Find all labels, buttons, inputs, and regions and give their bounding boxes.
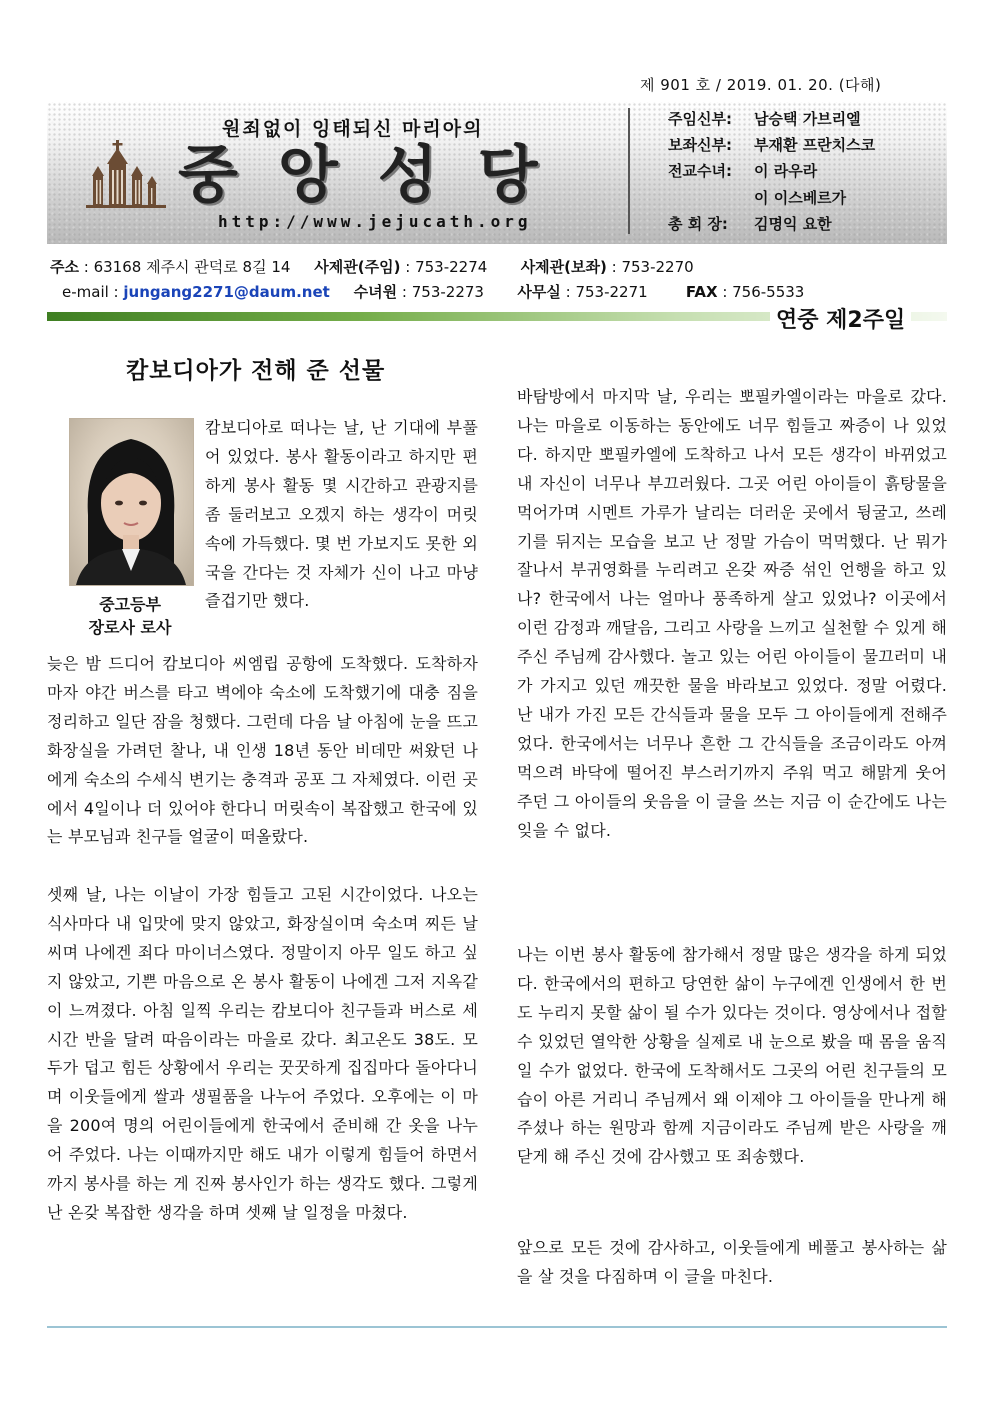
rectory-main-phone: : 753-2274 [405, 258, 488, 276]
convent-label: 수녀원 [353, 283, 398, 301]
staff-row [668, 213, 832, 234]
address-label: 주소 [50, 258, 79, 276]
masthead-divider [628, 108, 630, 234]
staff-row [668, 134, 875, 155]
staff-name: 부재환 프란치스코 [754, 136, 876, 154]
author-name: 장로사 로사 [88, 618, 172, 637]
church-building-icon [86, 132, 166, 210]
issue-number: 제 901 호 / 2019. 01. 20. (다해) [640, 76, 882, 94]
contact-line-2 [62, 281, 804, 302]
office-label: 사무실 [517, 283, 561, 301]
convent-phone: : 753-2273 [401, 283, 484, 301]
contact-line-1 [50, 256, 694, 277]
bottom-divider [47, 1326, 947, 1328]
email-link[interactable]: jungang2271@daum.net [123, 283, 330, 301]
fax-label: FAX [685, 283, 718, 301]
staff-name: 이 라우라 [754, 162, 818, 180]
staff-name: 김명익 요한 [754, 215, 832, 233]
email-label: e-mail : [62, 283, 119, 301]
website-link[interactable]: http://www.jejucath.org [218, 212, 532, 231]
staff-role: 전교수녀: [668, 162, 732, 180]
author-photo [69, 418, 194, 586]
staff-row [668, 108, 861, 129]
article-paragraph-intro: 캄보디아로 떠나는 날, 난 기대에 부풀어 있었다. 봉사 활동이라고 하지만 편하게 봉사 활동 몇 시간하고 관광지를 좀 둘러보고 오겠지 하는 생각이 머릿속에 가득했다. 몇 번 가보지도 못한 외국을 간다는 것 자체가 신이 나고 마냥 즐겁기만 했다. [205, 418, 478, 611]
staff-role: 주임신부: [668, 110, 732, 128]
church-name-title: 중앙성당 [178, 138, 578, 211]
staff-row [668, 160, 817, 181]
article-paragraph: 앞으로 모든 것에 감사하고, 이웃들에게 베풀고 봉사하는 삶을 살 것을 다짐하며 이 글을 마친다. [517, 1238, 947, 1286]
article-paragraph: 바탐방에서 마지막 날, 우리는 뽀필카엘이라는 마을로 갔다. 나는 마을로 이동하는 동안에도 너무 힘들고 짜증이 나 있었다. 하지만 뽀필카엘에 도착하고 나서 모든 생각이 바뀌었고 내 자신이 너무나 부끄러웠다. 그곳 어린 아이들이 흙탕물을 먹어가며 시멘트 가루가 날리는 더러운 곳에서 뒹굴고, 쓰레기를 뒤지는 모습을 보고 난 정말 가슴이 먹먹했다. 난 뭐가 잘나서 부귀영화를 누리려고 온갖 짜증 섞인 언행을 하고 있나? 한국에서 나는 얼마나 풍족하게 살고 있었나? 이곳에서 이런 감정과 깨달음, 그리고 사랑을 느끼고 실천할 수 있게 해 주신 주님께 감사했다. 놀고 있는 어린 아이들이 물끄러미 내가 가지고 있던 깨끗한 물을 바라보고 있었다. 정말 어렸다. 난 내가 가진 모든 간식들과 물을 모두 그 아이들에게 전해주었다. 한국에서는 너무나 흔한 그 간식들을 조금이라도 아껴 먹으려 바닥에 떨어진 부스러기까지 주워 먹고 해맑게 웃어 주던 그 아이들의 웃음을 이 글을 쓰는 지금 이 순간에도 나는 잊을 수 없다. [517, 387, 947, 840]
portrait-icon [70, 419, 193, 585]
motto-text: 원죄없이 잉태되신 마리아의 [222, 118, 484, 140]
liturgical-day: 연중 제2주일 [770, 303, 911, 334]
office-phone: : 753-2271 [565, 283, 648, 301]
article-paragraph: 늦은 밤 드디어 캄보디아 씨엠립 공항에 도착했다. 도착하자마자 야간 버스를 타고 벽에야 숙소에 도착했기에 대충 짐을 정리하고 일단 잠을 청했다. 그런데 다음 날 아침에 눈을 뜨고 화장실을 가려던 찰나, 내 인생 18년 동안 비데만 써왔던 나에게 숙소의 수세식 변기는 충격과 공포 그 자체였다. 이런 곳에서 4일이나 더 있어야 한다니 머릿속이 복잡했고 한국에 있는 부모님과 친구들 얼굴이 떠올랐다. [47, 654, 478, 847]
address-value: : 63168 제주시 관덕로 8길 14 [83, 258, 291, 276]
author-group: 중고등부 [99, 595, 161, 614]
article-paragraph: 나는 이번 봉사 활동에 참가해서 정말 많은 생각을 하게 되었다. 한국에서의 편하고 당연한 삶이 누구에겐 인생에서 한 번도 누리지 못할 삶이 될 수가 있다는 것이다. 영상에서나 접할 수 있었던 열악한 상황을 실제로 내 눈으로 봤을 때 몸을 움직일 수가 없었다. 한국에 도착해서도 그곳의 어린 친구들의 모습이 아른 거리니 주님께서 왜 이제야 그 아이들을 만나게 해 주셨나 하는 원망과 함께 지금이라도 주님께 받은 사랑을 깨닫게 해 주신 것에 감사했고 또 죄송했다. [517, 945, 947, 1167]
fax-number: : 756-5533 [722, 283, 805, 301]
staff-role: 총 회 장: [668, 215, 728, 233]
staff-name: 남승택 가브리엘 [754, 110, 861, 128]
rectory-assist-label: 사제관(보좌) [520, 258, 607, 276]
article-paragraph: 셋째 날, 나는 이날이 가장 힘들고 고된 시간이었다. 나오는 식사마다 내 입맛에 맞지 않았고, 화장실이며 숙소며 찌든 날씨며 나에겐 죄다 마이너스였다. 정말이지 아무 일도 하고 싶지 않았고, 기쁜 마음으로 온 봉사 활동이 나에겐 그저 지옥같이 느껴졌다. 아침 일찍 우리는 캄보디아 친구들과 버스로 세 시간 반을 달려 따음이라는 마을로 갔다. 최고온도 38도. 모두가 덥고 힘든 상황에서 우리는 꿋꿋하게 집집마다 돌아다니며 이웃들에게 쌀과 생필품을 나누어 주었다. 오후에는 이 마을 200여 명의 어린이들에게 한국에서 준비해 간 옷을 나누어 주었다. 나는 이때까지만 해도 내가 이렇게 힘들어 하면서까지 봉사를 하는 게 진짜 봉사인가 하는 생각도 했다. 그렇게 난 온갖 복잡한 생각을 하며 셋째 날 일정을 마쳤다. [47, 885, 478, 1222]
rectory-assist-phone: : 753-2270 [611, 258, 694, 276]
article-title: 캄보디아가 전해 준 선물 [126, 358, 386, 384]
author-credit [60, 593, 200, 639]
rectory-main-label: 사제관(주임) [314, 258, 401, 276]
staff-role: 보좌신부: [668, 136, 732, 154]
staff-row [668, 187, 846, 208]
staff-name: 이 이스베르가 [754, 189, 847, 207]
